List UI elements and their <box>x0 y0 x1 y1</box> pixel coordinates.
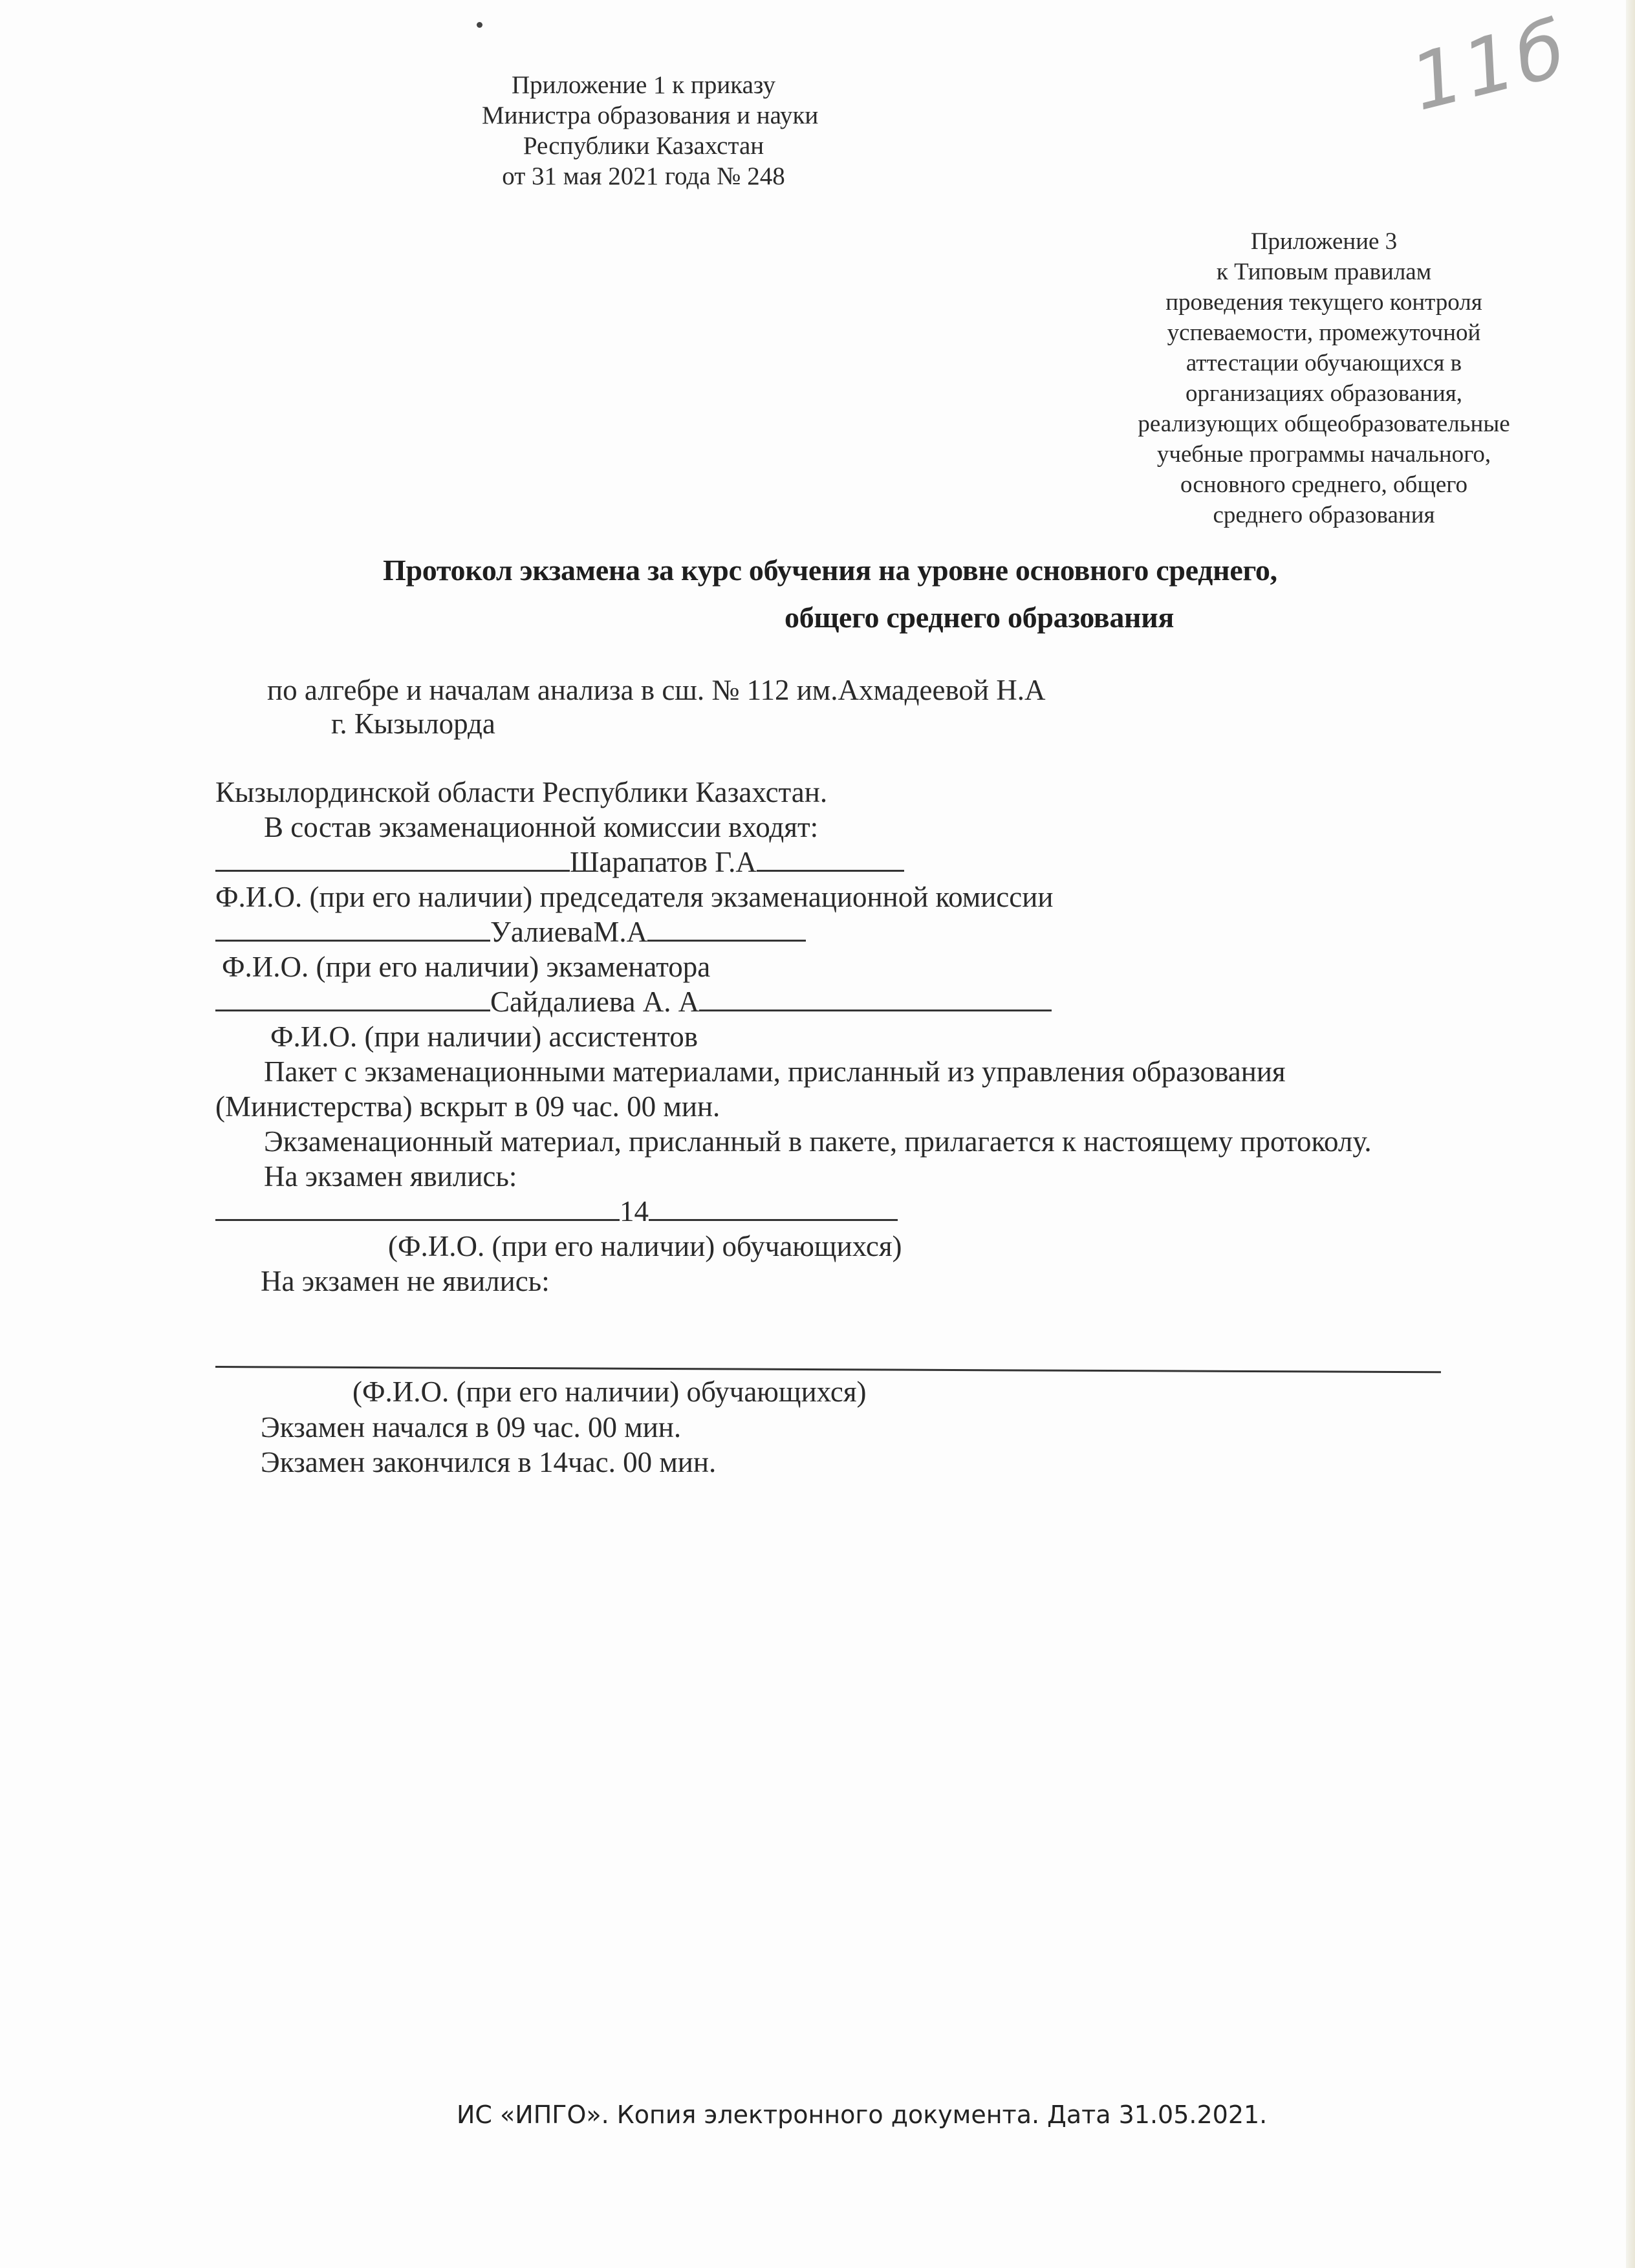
assistant-name: Сайдалиева А. А <box>490 986 700 1018</box>
scan-edge <box>1626 0 1635 2268</box>
order-header-line: от 31 мая 2021 года № 248 <box>502 162 785 190</box>
appendix-line: учебные программы начального, <box>1156 441 1491 468</box>
appendix-line: среднего образования <box>1213 502 1435 528</box>
chairman-name: Шарапатов Г.А <box>570 846 757 878</box>
appendix-line: проведения текущего контроля <box>1165 289 1482 316</box>
assistant-row <box>215 984 1052 1019</box>
city-line: г. Кызылорда <box>331 707 495 740</box>
absent-label: На экзамен не явились: <box>261 1265 550 1297</box>
handwritten-page-number: 11б <box>1402 3 1578 129</box>
present-count: 14 <box>620 1195 649 1227</box>
appendix-block <box>1123 226 1524 530</box>
order-header <box>482 70 819 191</box>
package-line-2: (Министерства) вскрыт в 09 час. 00 мин. <box>215 1090 720 1123</box>
blank-line <box>647 940 806 942</box>
package-line-1: Пакет с экзаменационными материалами, присланный из управления образования <box>264 1055 1286 1088</box>
exam-end-line: Экзамен закончился в 14час. 00 мин. <box>261 1446 717 1478</box>
order-header-line: Приложение 1 к приказу <box>511 71 775 99</box>
ink-speck <box>477 22 482 28</box>
appendix-line: основного среднего, общего <box>1180 471 1468 498</box>
exam-start-line: Экзамен начался в 09 час. 00 мин. <box>261 1411 682 1443</box>
appendix-line: Приложение 3 <box>1250 228 1398 255</box>
appendix-line: организациях образования, <box>1185 380 1463 407</box>
absent-caption: (Ф.И.О. (при его наличии) обучающихся) <box>352 1376 867 1408</box>
subject-line: по алгебре и началам анализа в сш. № 112 им.Ахмадеевой Н.А <box>267 674 1046 706</box>
appendix-line: успеваемости, промежуточной <box>1167 319 1481 346</box>
assistant-caption: Ф.И.О. (при наличии) ассистентов <box>270 1021 698 1053</box>
chairman-caption: Ф.И.О. (при его наличии) председателя экзаменационной комиссии <box>215 881 1054 913</box>
order-header-line: Республики Казахстан <box>523 132 764 160</box>
chairman-row <box>215 845 904 880</box>
present-row <box>215 1194 898 1229</box>
present-caption: (Ф.И.О. (при его наличии) обучающихся) <box>388 1230 902 1262</box>
appendix-line: аттестации обучающихся в <box>1186 350 1462 376</box>
document-title-line-2: общего среднего образования <box>785 601 1175 634</box>
material-line: Экзаменационный материал, присланный в пакете, прилагается к настоящему протоколу. <box>264 1125 1372 1158</box>
blank-line <box>649 1219 898 1221</box>
blank-line <box>215 940 490 942</box>
blank-line <box>215 870 570 872</box>
document-title-line-1: Протокол экзамена за курс обучения на уровне основного среднего, <box>383 554 1277 587</box>
blank-line <box>757 870 904 872</box>
examiner-name: УалиеваМ.А <box>490 916 648 948</box>
appendix-line: к Типовым правилам <box>1216 259 1432 285</box>
examiner-caption: Ф.И.О. (при его наличии) экзаменатора <box>222 951 711 983</box>
appendix-line: реализующих общеобразовательные <box>1138 411 1510 437</box>
footer-copy-note: ИС «ИПГО». Копия электронного документа. Дата 31.05.2021. <box>457 2101 1268 2129</box>
order-header-line: Министра образования и науки <box>482 102 819 129</box>
blank-line <box>215 1010 490 1011</box>
blank-line <box>215 1219 620 1221</box>
examiner-row <box>215 914 806 949</box>
region-line: Кызылординской области Республики Казахстан. <box>215 776 828 808</box>
absent-blank-line <box>215 1366 1441 1373</box>
blank-line <box>699 1010 1052 1011</box>
commission-intro: В состав экзаменационной комиссии входят: <box>264 811 819 843</box>
present-label: На экзамен явились: <box>264 1160 517 1193</box>
